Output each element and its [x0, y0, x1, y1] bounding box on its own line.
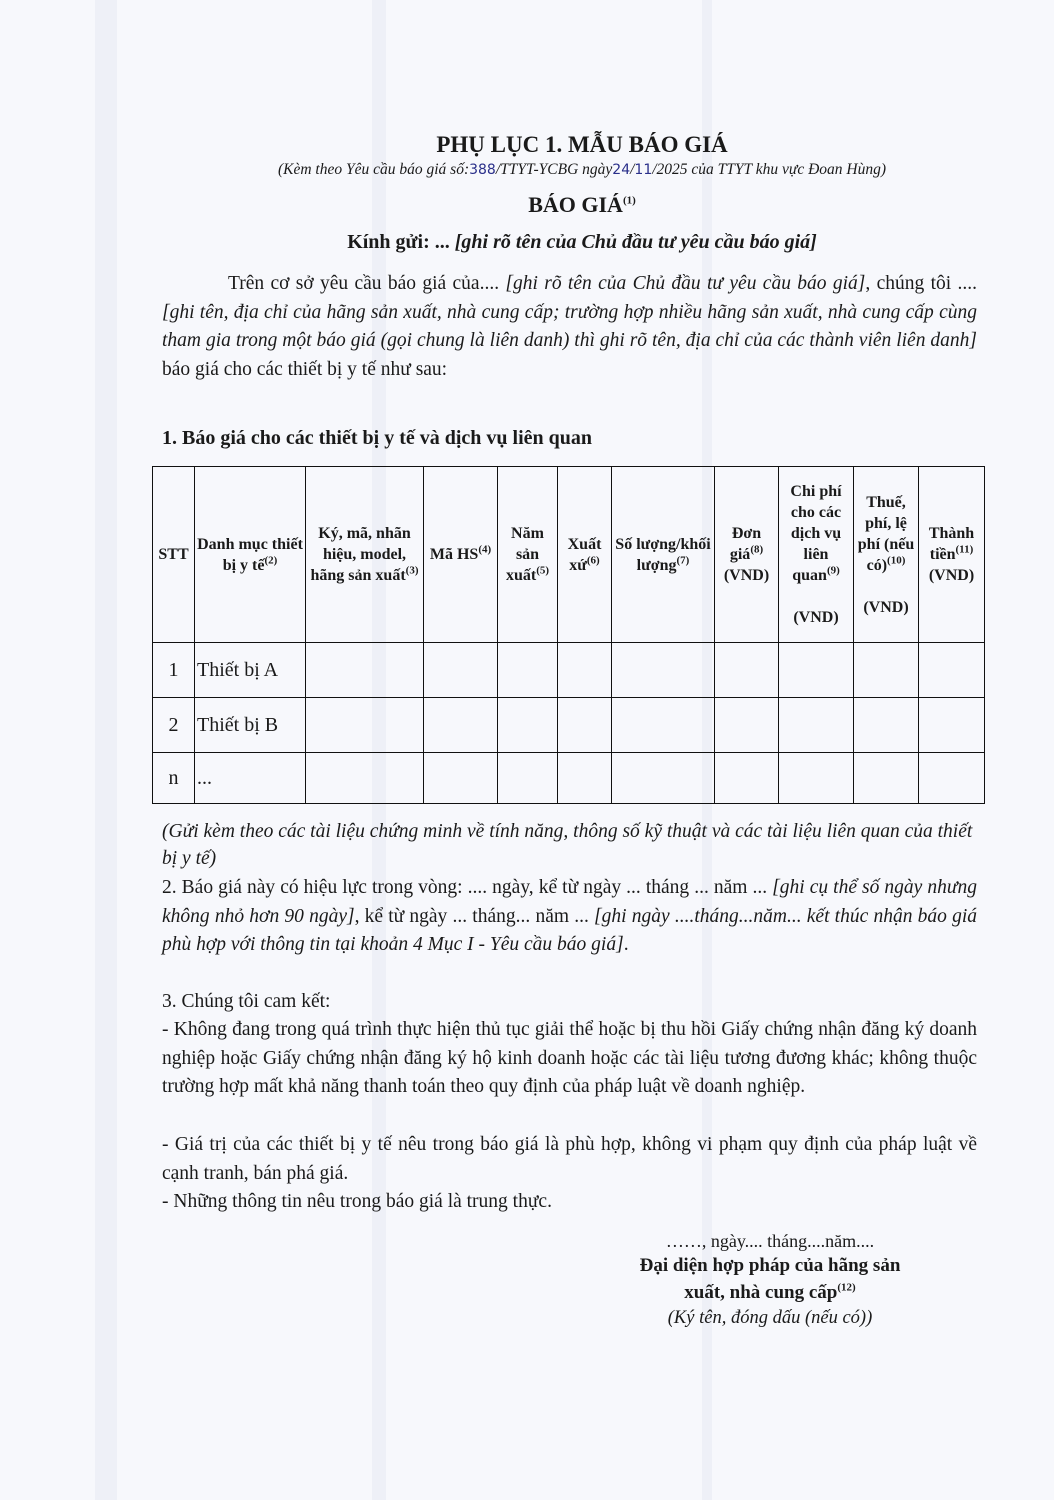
- quotation-table: [152, 466, 985, 804]
- validity-placeholder: [ghi cụ thể số ngày nhưng không nhỏ hơn 90 ngày]: [162, 877, 977, 927]
- col-header-quantity: Số lượng/khối lượng$^{(7)}$: [612, 467, 715, 643]
- cell-empty: [612, 753, 715, 804]
- handwritten-request-number: 388: [469, 162, 496, 178]
- cell-empty: [715, 643, 779, 698]
- col-header-service-cost: Chi phí cho các dịch vụ liên quan$^{(9)}$ (VND): [779, 467, 854, 643]
- cell-empty: [424, 643, 498, 698]
- commitment-item: - Những thông tin nêu trong báo giá là trung thực.: [162, 1191, 552, 1212]
- cell-empty: [919, 753, 985, 804]
- cell-empty: [854, 643, 919, 698]
- validity-text: 2. Báo giá này có hiệu lực trong vòng: .... ngày, kể từ ngày ... tháng ... năm ...: [162, 877, 773, 898]
- intro-text: , chúng tôi ....: [865, 273, 977, 294]
- footnote-ref: (1): [622, 194, 636, 207]
- attachment-note: (Gửi kèm theo các tài liệu chứng minh về tính năng, thông số kỹ thuật và các tài liệu liên quan của thiết bị y tế): [162, 821, 973, 869]
- table-row: [153, 643, 985, 698]
- addressee-label: Kính gửi: ...: [347, 231, 450, 253]
- cell-empty: [498, 698, 558, 753]
- footnote-ref: (12): [837, 1281, 856, 1294]
- subtitle-suffix: /2025 của TTYT khu vực Đoan Hùng): [652, 161, 887, 178]
- commitment-item: - Không đang trong quá trình thực hiện thủ tục giải thể hoặc bị thu hồi Giấy chứng nhận đăng ký doanh nghiệp hoặc Giấy chứng nhận đăng ký hộ kinh doanh hoặc các tài liệu tương đương khác; không thuộc trường hợp mất khả năng thanh toán theo quy định của pháp luật về doanh nghiệp.: [162, 1019, 977, 1097]
- cell-empty: [558, 753, 612, 804]
- appendix-title: PHỤ LỤC 1. MẪU BÁO GIÁ: [436, 132, 728, 157]
- intro-placeholder: [ghi tên, địa chỉ của hãng sản xuất, nhà cung cấp; trường hợp nhiều hãng sản xuất, nhà cung cấp cùng tham gia trong một báo giá (gọi chung là liên danh) thì ghi rõ tên, địa chỉ của các thành viên liên danh]: [162, 301, 977, 351]
- cell-empty: [779, 698, 854, 753]
- subtitle-prefix: (Kèm theo Yêu cầu báo giá số:: [277, 161, 470, 178]
- intro-text: Trên cơ sở yêu cầu báo giá của....: [228, 273, 506, 294]
- cell-empty: [612, 643, 715, 698]
- cell-empty: [424, 753, 498, 804]
- addressee-placeholder: [ghi rõ tên của Chủ đầu tư yêu cầu báo giá]: [449, 231, 817, 253]
- cell-item: Thiết bị A: [195, 643, 306, 698]
- validity-text: .: [623, 934, 629, 955]
- cell-empty: [779, 643, 854, 698]
- handwritten-day: 24: [612, 162, 631, 178]
- cell-empty: [779, 753, 854, 804]
- validity-text: , kể từ ngày ... tháng... năm ...: [354, 905, 595, 927]
- col-header-item: Danh mục thiết bị y tế$^{(2)}$: [195, 467, 306, 643]
- table-row: [153, 753, 985, 804]
- section-1-heading: 1. Báo giá cho các thiết bị y tế và dịch vụ liên quan: [162, 427, 593, 449]
- cell-stt: 1: [153, 643, 195, 698]
- date-separator: /: [630, 161, 635, 178]
- col-header-total: Thành tiền$^{(11)}$ (VND): [919, 467, 985, 643]
- signature-title-line: Đại diện hợp pháp của hãng sản: [639, 1255, 901, 1276]
- cell-empty: [498, 643, 558, 698]
- cell-empty: [306, 698, 424, 753]
- cell-stt: 2: [153, 698, 195, 753]
- intro-paragraph: [162, 270, 977, 384]
- col-header-unit-price: Đơn giá$^{(8)}$ (VND): [715, 467, 779, 643]
- cell-empty: [498, 753, 558, 804]
- addressee-line: [0, 231, 1054, 254]
- document-title: [0, 192, 1054, 218]
- scan-shadow: [95, 0, 117, 1500]
- section-2-validity: [162, 874, 977, 960]
- signature-date-line: ……, ngày.... tháng....năm....: [665, 1231, 875, 1251]
- cell-empty: [919, 698, 985, 753]
- cell-empty: [715, 698, 779, 753]
- cell-item: ...: [195, 753, 306, 804]
- signature-title-line: xuất, nhà cung cấp: [684, 1282, 838, 1303]
- section-3-heading: 3. Chúng tôi cam kết:: [162, 991, 331, 1012]
- commitment-item: - Giá trị của các thiết bị y tế nêu trong báo giá là phù hợp, không vi phạm quy định của pháp luật về cạnh tranh, bán phá giá.: [162, 1134, 977, 1184]
- validity-placeholder: [ghi ngày ....tháng...năm... kết thúc nhận báo giá phù hợp với thông tin tại khoản 4 Mục I - Yêu cầu báo giá]: [162, 905, 977, 955]
- cell-empty: [715, 753, 779, 804]
- table-header-row: [153, 467, 985, 643]
- cell-empty: [612, 698, 715, 753]
- col-header-stt: STT: [153, 467, 195, 643]
- cell-empty: [306, 753, 424, 804]
- intro-text: báo giá cho các thiết bị y tế như sau:: [162, 358, 448, 380]
- intro-placeholder: [ghi rõ tên của Chủ đầu tư yêu cầu báo giá]: [505, 273, 866, 294]
- document-title-text: BÁO GIÁ: [528, 192, 623, 217]
- cell-empty: [306, 643, 424, 698]
- signature-instruction: (Ký tên, đóng dấu (nếu có)): [667, 1308, 873, 1328]
- cell-empty: [424, 698, 498, 753]
- signature-title: [580, 1252, 960, 1306]
- col-header-origin: Xuất xứ$^{(6)}$: [558, 467, 612, 643]
- col-header-year: Năm sản xuất$^{(5)}$: [498, 467, 558, 643]
- cell-stt: n: [153, 753, 195, 804]
- table-row: [153, 698, 985, 753]
- col-header-tax: Thuế, phí, lệ phí (nếu có)$^{(10)}$ (VND): [854, 467, 919, 643]
- cell-empty: [558, 643, 612, 698]
- cell-empty: [854, 698, 919, 753]
- subtitle-mid: /TTYT-YCBG ngày: [495, 161, 613, 178]
- col-header-model: Ký, mã, nhãn hiệu, model, hãng sản xuất$^{(3)}$: [306, 467, 424, 643]
- col-header-hs-code: Mã HS$^{(4)}$: [424, 467, 498, 643]
- cell-empty: [558, 698, 612, 753]
- appendix-subtitle: [0, 161, 1054, 179]
- handwritten-month: 11: [634, 162, 653, 178]
- cell-item: Thiết bị B: [195, 698, 306, 753]
- cell-empty: [919, 643, 985, 698]
- cell-empty: [854, 753, 919, 804]
